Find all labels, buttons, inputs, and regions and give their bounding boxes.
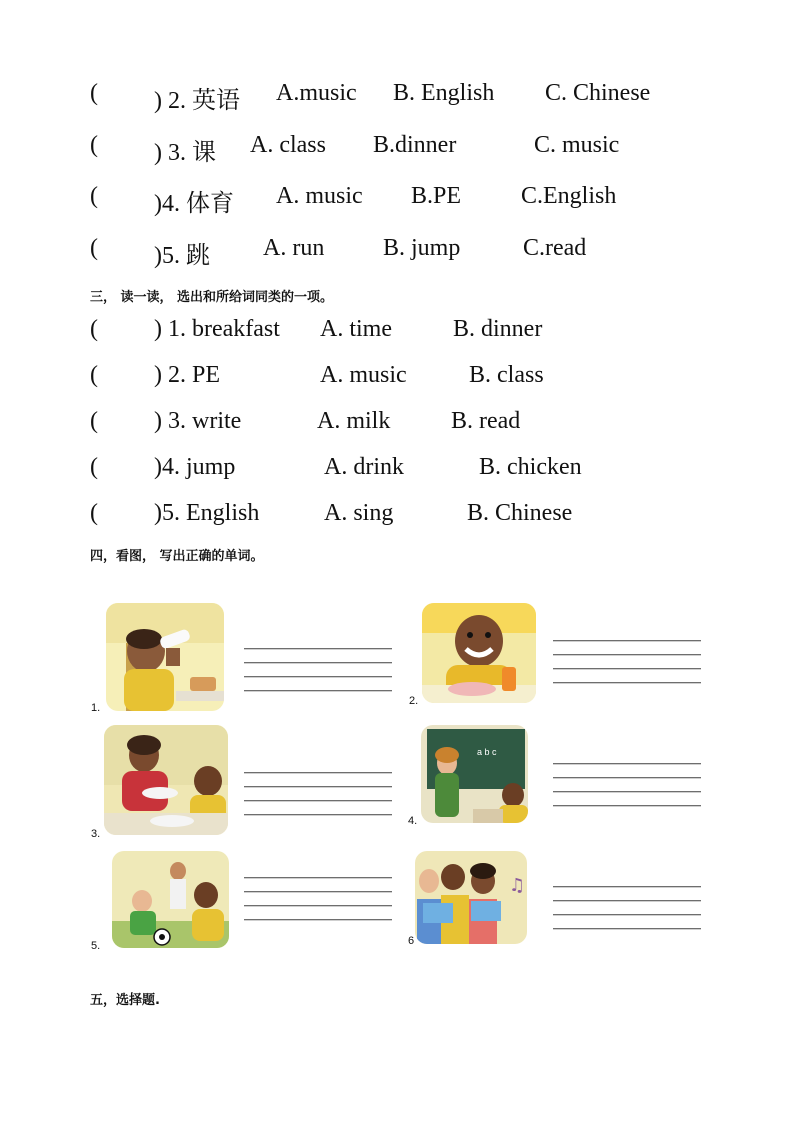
option-b: B. dinner: [453, 316, 543, 342]
item-number: 6: [408, 935, 415, 947]
option-b: B. English: [393, 80, 495, 106]
option-b: B. chicken: [479, 454, 582, 480]
option-a: A. time: [320, 316, 392, 342]
picture-boy-drinking-milk: [106, 603, 224, 711]
answer-blank-open[interactable]: (: [90, 132, 98, 158]
question-text: ) 2. 英语: [154, 88, 240, 114]
picture-kids-singing-music: [415, 851, 527, 944]
answer-blank-open[interactable]: (: [90, 80, 98, 106]
picture-boy-eating-breakfast: [422, 603, 536, 703]
answer-blank-open[interactable]: (: [90, 316, 98, 342]
answer-blank-open[interactable]: (: [90, 454, 98, 480]
answer-blank-open[interactable]: (: [90, 362, 98, 388]
section5-heading: 五，选择题.: [90, 993, 160, 1008]
board-text: a b c: [477, 747, 497, 757]
picture-mother-serving-dinner: [104, 725, 228, 835]
question-text: ) 3. write: [154, 408, 242, 434]
answer-lines[interactable]: [244, 648, 392, 704]
option-a: A. run: [263, 235, 325, 261]
question-text: )4. jump: [154, 454, 236, 480]
option-a: A.music: [276, 80, 357, 106]
option-b: B. Chinese: [467, 500, 573, 526]
item-number: 1.: [91, 702, 101, 714]
question-text: )5. English: [154, 500, 260, 526]
answer-blank-open[interactable]: (: [90, 183, 98, 209]
option-b: B.dinner: [373, 132, 457, 158]
item-number: 4.: [408, 815, 418, 827]
option-b: B. jump: [383, 235, 461, 261]
option-a: A. drink: [324, 454, 404, 480]
option-a: A. sing: [324, 500, 394, 526]
option-b: B.PE: [411, 183, 462, 209]
option-c: C.English: [521, 183, 617, 209]
answer-blank-open[interactable]: (: [90, 500, 98, 526]
answer-lines[interactable]: [553, 763, 701, 819]
option-b: B. class: [469, 362, 544, 388]
option-a: A. music: [276, 183, 363, 209]
picture-kids-playing-pe: [112, 851, 229, 948]
item-number: 2.: [409, 695, 419, 707]
question-text: ) 2. PE: [154, 362, 220, 388]
option-c: C. Chinese: [545, 80, 651, 106]
answer-lines[interactable]: [553, 886, 701, 942]
option-b: B. read: [451, 408, 521, 434]
option-a: A. class: [250, 132, 326, 158]
music-note-icon: ♫: [509, 875, 526, 896]
picture-teacher-english-class: [421, 725, 528, 823]
answer-blank-open[interactable]: (: [90, 408, 98, 434]
option-a: A. music: [320, 362, 407, 388]
section4-heading: 四，看图， 写出正确的单词。: [90, 549, 264, 564]
answer-lines[interactable]: [553, 640, 701, 696]
answer-blank-open[interactable]: (: [90, 235, 98, 261]
item-number: 3.: [91, 828, 101, 840]
item-number: 5.: [91, 940, 101, 952]
answer-lines[interactable]: [244, 772, 392, 828]
option-c: C. music: [534, 132, 620, 158]
question-text: )5. 跳: [154, 243, 210, 269]
section3-heading: 三， 读一读， 选出和所给词同类的一项。: [90, 290, 334, 305]
answer-lines[interactable]: [244, 877, 392, 933]
question-text: ) 1. breakfast: [154, 316, 280, 342]
question-text: ) 3. 课: [154, 140, 216, 166]
question-text: )4. 体育: [154, 191, 234, 217]
option-c: C.read: [523, 235, 587, 261]
option-a: A. milk: [317, 408, 391, 434]
